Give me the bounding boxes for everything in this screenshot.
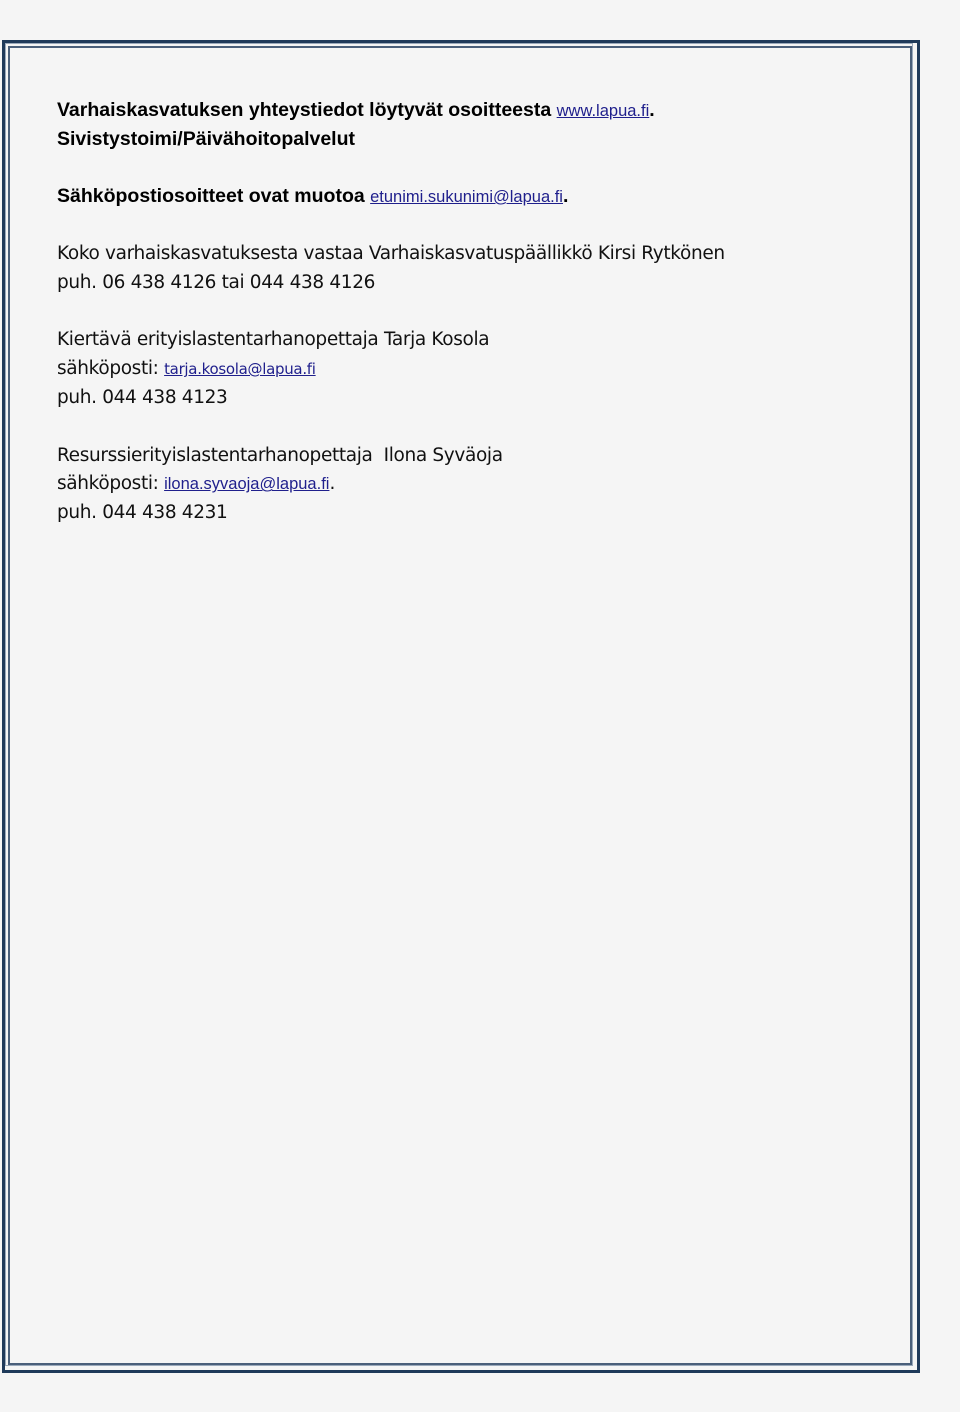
email-label: sähköposti:	[57, 358, 165, 380]
contact-title-rytkonen: Koko varhaiskasvatuksesta vastaa Varhaiskasvatuspäällikkö Kirsi Rytkönen	[57, 243, 725, 264]
contact-title-kosola: Kiertävä erityislastentarhanopettaja Tarja Kosola	[57, 329, 490, 351]
website-link[interactable]: www.lapua.fi	[556, 102, 650, 120]
contact-email-line-syvaoja	[57, 470, 897, 499]
email-format-link[interactable]: etunimi.sukunimi@lapua.fi	[370, 188, 563, 206]
spacer	[57, 413, 897, 442]
intro-period: .	[649, 99, 655, 121]
email-link-syvaoja[interactable]: ilona.syvaoja@lapua.fi	[164, 475, 330, 494]
intro-text: Varhaiskasvatuksen yhteystiedot löytyvät osoitteesta	[57, 99, 557, 121]
email-link-kosola[interactable]: tarja.kosola@lapua.fi	[164, 360, 316, 379]
spacer	[57, 211, 897, 240]
contact-title-syvaoja: Resurssierityislastentarhanopettaja Ilona Syväoja	[57, 444, 503, 466]
intro-line-2: Sivistystoimi/Päivähoitopalvelut	[57, 128, 356, 150]
email-format-period: .	[562, 185, 569, 207]
email-format-text: Sähköpostiosoitteet ovat muotoa	[57, 185, 371, 207]
contact-phone-kosola: puh. 044 438 4123	[57, 386, 228, 408]
contact-phone-rytkonen: puh. 06 438 4126 tai 044 438 4126	[57, 271, 376, 293]
contact-phone-syvaoja: puh. 044 438 4231	[57, 501, 228, 523]
document-content	[57, 96, 897, 528]
spacer	[57, 153, 897, 182]
email-period: .	[329, 473, 335, 495]
spacer	[57, 297, 897, 326]
intro-line-1	[57, 96, 897, 125]
email-format-line	[57, 182, 897, 211]
email-label: sähköposti:	[57, 473, 165, 495]
contact-email-line-kosola	[57, 355, 897, 384]
